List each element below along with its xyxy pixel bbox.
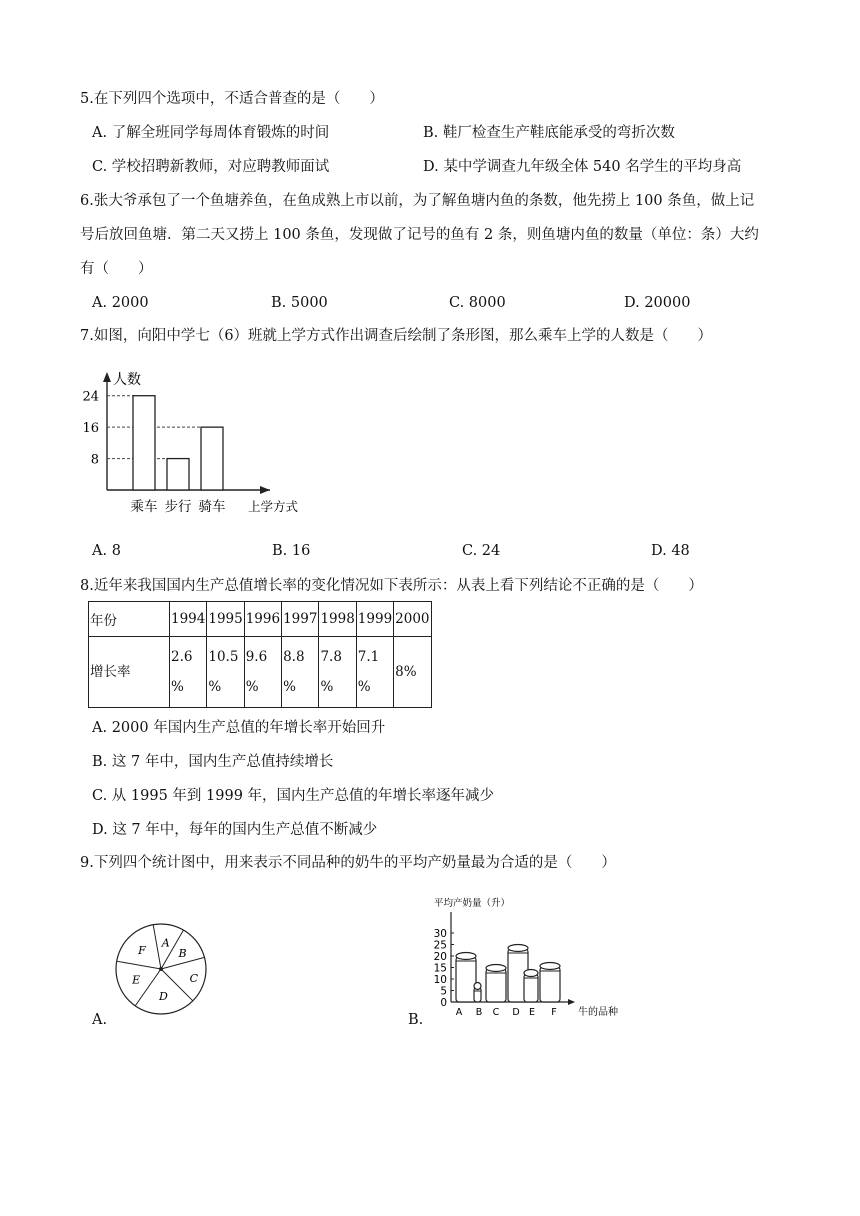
q7-option-c[interactable]: C. 24 [462, 543, 501, 559]
rate-value: 10.5 [208, 649, 239, 665]
q9-option-b[interactable]: B. [408, 1012, 424, 1028]
milk-y-tick: 0 [440, 997, 447, 1009]
table-cell-year: 1997 [282, 602, 319, 637]
q9-option-a[interactable]: A. [92, 1012, 108, 1028]
q5-stem: 5.在下列四个选项中，不适合普查的是（ ） [80, 91, 384, 107]
rate-value: 9.6 [245, 649, 268, 665]
table-cell-rate [356, 637, 393, 708]
table-row-years [89, 602, 432, 637]
rate-value: 8.8 [283, 649, 305, 665]
q7-stem: 7.如图，向阳中学七（6）班就上学方式作出调查后绘制了条形图，那么乘车上学的人数是（ ） [80, 328, 713, 344]
pie-slice-label: B [178, 946, 187, 960]
category-label: 骑车 [198, 499, 226, 515]
rate-unit: % [283, 679, 296, 695]
milk-category-label: F [551, 1007, 557, 1018]
q5-option-a[interactable]: A. 了解全班同学每周体育锻炼的时间 [92, 125, 330, 141]
y-tick-label: 8 [90, 452, 99, 468]
q8-stem: 8.近年来我国国内生产总值增长率的变化情况如下表所示：从表上看下列结论不正确的是（ ） [80, 578, 703, 594]
milk-category-label: E [528, 1007, 536, 1018]
y-axis-arrow [103, 372, 111, 382]
table-cell-year: 1996 [244, 602, 281, 637]
y-tick-label: 16 [82, 421, 99, 437]
rate-value: 8% [395, 664, 417, 680]
q5-option-b[interactable]: B. 鞋厂检查生产鞋底能承受的弯折次数 [423, 125, 675, 141]
pie-slice-label: E [132, 973, 141, 987]
milk-x-arrow [568, 999, 575, 1005]
rate-unit: % [320, 679, 334, 695]
milk-y-tick: 15 [433, 962, 447, 975]
q8-option-a[interactable]: A. 2000 年国内生产总值的年增长率开始回升 [92, 720, 386, 736]
table-row-rates [89, 637, 432, 708]
pie-slice-label: A [161, 936, 170, 950]
q8-option-c[interactable]: C. 从 1995 年到 1999 年，国内生产总值的年增长率逐年减少 [92, 788, 495, 804]
q6-stem-line1: 6.张大爷承包了一个鱼塘养鱼，在鱼成熟上市以前，为了解鱼塘内鱼的条数，他先捞上 100 条鱼，做上记 [80, 193, 755, 209]
table-cell-year: 1998 [319, 602, 356, 637]
table-cell-rate [170, 637, 207, 708]
y-tick-label: 24 [82, 389, 99, 405]
milk-jar-B [474, 983, 481, 1003]
q7-marks [131, 396, 226, 515]
q5-option-c[interactable]: C. 学校招聘新教师，对应聘教师面试 [92, 159, 330, 175]
milk-category-label: A [455, 1007, 463, 1018]
milk-category-label: D [512, 1007, 520, 1018]
milk-y-label: 平均产奶量（升） [434, 898, 511, 909]
bar-步行 [167, 459, 189, 490]
milk-y-tick: 30 [433, 928, 447, 940]
pie-slice-label: C [189, 971, 199, 985]
milk-y-tick: 5 [440, 985, 447, 998]
q9-stem: 9.下列四个统计图中，用来表示不同品种的奶牛的平均产奶量最为合适的是（ ） [80, 855, 616, 871]
gdp-growth-table [88, 601, 432, 708]
y-axis-label: 人数 [113, 372, 141, 388]
q5-option-d[interactable]: D. 某中学调查九年级全体 540 名学生的平均身高 [423, 159, 742, 175]
milk-category-label: B [475, 1007, 483, 1018]
milk-jar-F [540, 963, 560, 1003]
table-cell-rate [319, 637, 356, 708]
milk-y-tick: 10 [433, 974, 447, 986]
milk-category-label: C [492, 1007, 500, 1018]
q7-axes [82, 371, 298, 514]
category-label: 步行 [164, 499, 192, 515]
milk-x-label: 牛的品种 [578, 1007, 618, 1018]
q6-option-d[interactable]: D. 20000 [624, 295, 691, 311]
rate-unit: % [208, 679, 222, 695]
milk-y-tick: 25 [433, 939, 447, 952]
q7-bar-chart [80, 366, 340, 526]
bar-乘车 [133, 396, 155, 490]
x-axis-arrow [260, 486, 270, 494]
table-cell-rate [394, 637, 431, 708]
rate-value: 7.1 [357, 649, 380, 665]
milk-jar-E [524, 970, 538, 1003]
pie-slice-label: F [138, 943, 146, 957]
table-cell-year: 1994 [170, 602, 207, 637]
rate-unit: % [357, 679, 371, 695]
milk-y-tick: 20 [433, 951, 447, 963]
pie-slice-label: D [158, 989, 168, 1003]
q6-option-a[interactable]: A. 2000 [92, 295, 149, 311]
q6-stem-line2: 号后放回鱼塘．第二天又捞上 100 条鱼，发现做了记号的鱼有 2 条，则鱼塘内鱼的数量（单位：条）大约 [80, 227, 759, 243]
rate-unit: % [245, 679, 259, 695]
table-cell-year: 1999 [356, 602, 393, 637]
table-cell-rate [244, 637, 281, 708]
milk-jar-C [486, 965, 506, 1003]
category-label: 乘车 [130, 499, 158, 515]
table-cell-rate [282, 637, 319, 708]
q7-option-a[interactable]: A. 8 [92, 543, 121, 559]
q7-option-b[interactable]: B. 16 [272, 543, 311, 559]
q7-option-d[interactable]: D. 48 [651, 543, 690, 559]
pie-center [159, 967, 163, 971]
q9-pie-chart[interactable] [108, 920, 218, 1025]
rate-value: 7.8 [320, 649, 342, 665]
x-axis-label: 上学方式 [248, 499, 299, 514]
q8-option-d[interactable]: D. 这 7 年中，每年的国内生产总值不断减少 [92, 822, 378, 838]
table-cell-year: 1995 [207, 602, 244, 637]
q6-option-c[interactable]: C. 8000 [449, 295, 506, 311]
rate-unit: % [171, 679, 184, 695]
table-cell-year: 2000 [394, 602, 431, 637]
q8-option-b[interactable]: B. 这 7 年中，国内生产总值持续增长 [92, 754, 334, 770]
q6-option-b[interactable]: B. 5000 [271, 295, 328, 311]
bar-骑车 [201, 427, 223, 490]
table-header-year: 年份 [89, 602, 170, 637]
rate-value: 2.6 [171, 649, 193, 665]
q9-milk-chart[interactable] [424, 894, 624, 1024]
q6-stem-line3: 有（ ） [80, 261, 153, 277]
table-header-rate: 增长率 [89, 637, 170, 708]
milk-jar-A [456, 953, 476, 1003]
table-cell-rate [207, 637, 244, 708]
